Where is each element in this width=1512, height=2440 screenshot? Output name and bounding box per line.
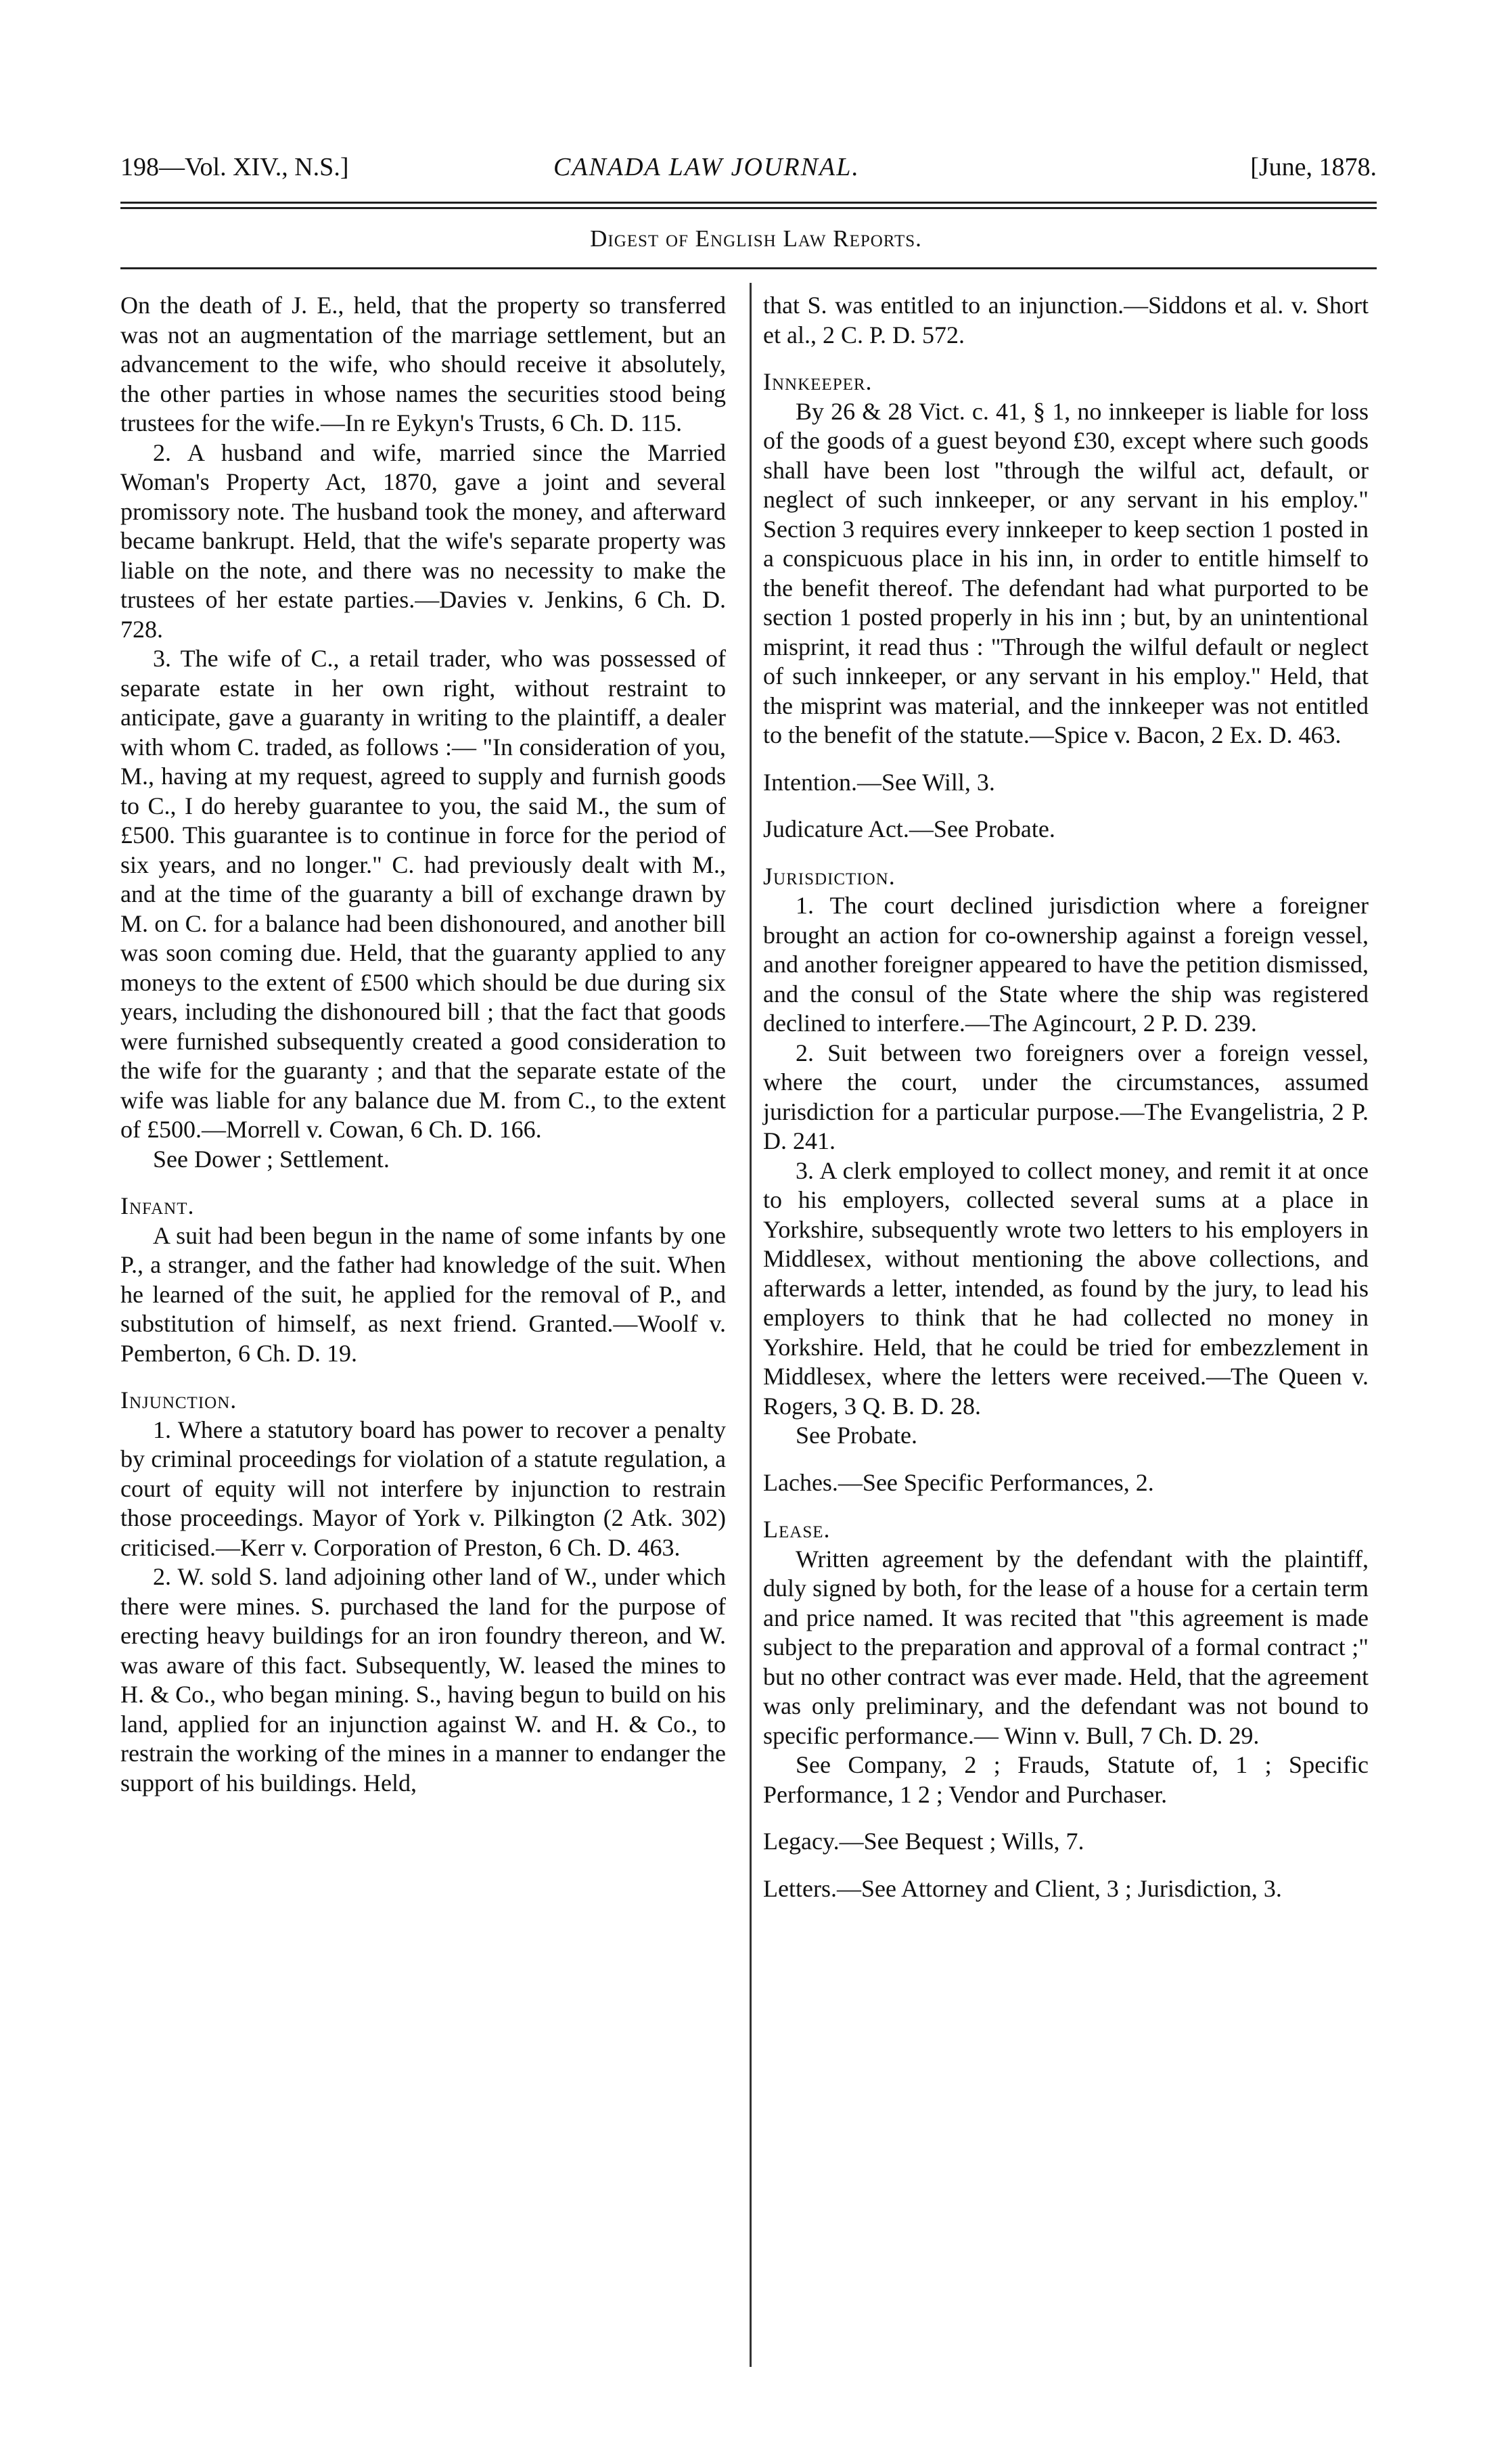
entry-heading: Infant. [120, 1192, 195, 1219]
cross-reference: Intention.—See Will, 3. [763, 768, 995, 796]
cross-reference: Legacy.—See Bequest ; Wills, 7. [763, 1828, 1084, 1855]
digest-paragraph: A suit had been begun in the name of some infants by one P., a stranger, and the father had knowledge of the suit. When he learned of the suit, he applied for the removal of P., and substitution of himself, as next friend. Granted.—Woolf v. Pemberton, 6 Ch. D. 19. [120, 1221, 726, 1367]
entry-heading: Jurisdiction. [763, 862, 896, 890]
digest-paragraph: 2. W. sold S. land adjoining other land of W., under which there were mines. S. purchased the land for the purpose of erecting heavy buildings for an iron foundry thereon, and W. was aware of this fact. Subsequently, W. leased the mines to H. & Co., who began mining. S., having begun to build on his land, applied for an injunction against W. and H. & Co., to restrain the working of the mines in a manner to endanger the support of his buildings. Held, [120, 1563, 726, 1797]
digest-paragraph: By 26 & 28 Vict. c. 41, § 1, no innkeeper is liable for loss of the goods of a guest beyond £30, except where such goods shall have been lost "through the wilful act, default, or neglect of such innkeeper, or any servant in his employ." Section 3 requires every innkeeper to keep section 1 posted in a conspicuous place in his inn, in order to entitle himself to the benefit thereof. The defendant had what purported to be section 1 posted properly in his inn ; but, by an unintentional misprint, it read thus : "Through the wilful default or neglect of such innkeeper, or any servant in his employ." Held, that the misprint was material, and the innkeeper was not entitled to the benefit of the statute.—Spice v. Bacon, 2 Ex. D. 463. [763, 397, 1369, 748]
header-rule-bottom [120, 207, 1377, 209]
digest-paragraph: Written agreement by the defendant with the plaintiff, duly signed by both, for the lease of a house for a certain term and price named. It was recited that "this agreement is made subject to the preparation and approval of a formal contract ;" but no other contract was ever made. Held, that the agreement was only preliminary, and the defendant was not bound to specific performance.— Winn v. Bull, 7 Ch. D. 29. [763, 1545, 1369, 1749]
see-also: See Probate. [796, 1422, 917, 1449]
digest-paragraph: 1. The court declined jurisdiction where a foreigner brought an action for co-ownership against a foreign vessel, and another foreigner appeared to have the petition dismissed, and the consul of the State where the ship was registered declined to interfere.—The Agincourt, 2 P. D. 239. [763, 892, 1369, 1037]
continued-paragraph: that S. was entitled to an injunction.—Siddons et al. v. Short et al., 2 C. P. D. 572. [763, 292, 1369, 348]
section-rule [120, 267, 1377, 269]
digest-paragraph: 2. A husband and wife, married since the Married Woman's Property Act, 1870, gave a joint and several promissory note. The husband took the money, and afterward became bankrupt. Held, that the wife's separate property was liable on the note, and there was no necessity to make the trustees of her estate parties.—Davies v. Jenkins, 6 Ch. D. 728. [120, 438, 726, 643]
section-title: Digest of English Law Reports. [590, 225, 922, 252]
entry-heading: Lease. [763, 1516, 831, 1543]
digest-paragraph: 3. A clerk employed to collect money, and remit it at once to his employers, collected several sums at a place in Yorkshire, subsequently wrote two letters to his employers in Middlesex, without mentioning the above collections, and afterwards a letter, intended, as found by the jury, to lead his employers to think that he had collected no money in Yorkshire. Held, that he could be tried for embezzlement in Middlesex, where the letters were received.—The Queen v. Rogers, 3 Q. B. D. 28. [763, 1156, 1369, 1420]
running-header [120, 152, 1377, 193]
cross-reference: Laches.—See Specific Performances, 2. [763, 1468, 1154, 1496]
entry-heading: Injunction. [120, 1386, 237, 1414]
see-also: See Company, 2 ; Frauds, Statute of, 1 ; Specific Performance, 1 2 ; Vendor and Purchaser. [763, 1751, 1369, 1808]
header-rule-top [120, 202, 1377, 204]
continued-paragraph: On the death of J. E., held, that the property so transferred was not an augmentation of the marriage settlement, but an advancement to the wife, who should receive it absolutely, the other parties in whose names the securities stood being trustees for the wife.—In re Eykyn's Trusts, 6 Ch. D. 115. [120, 292, 726, 436]
left-column [120, 291, 726, 1798]
right-column [763, 291, 1369, 1903]
digest-paragraph: 1. Where a statutory board has power to recover a penalty by criminal proceedings for violation of a statute regulation, a court of equity will not interfere by injunction to restrain those proceedings. Mayor of York v. Pilkington (2 Atk. 302) criticised.—Kerr v. Corporation of Preston, 6 Ch. D. 463. [120, 1416, 726, 1561]
header-date: [June, 1878. [1250, 153, 1377, 181]
column-divider [750, 283, 752, 2367]
entry-heading: Innkeeper. [763, 368, 873, 395]
digest-paragraph: 2. Suit between two foreigners over a foreign vessel, where the court, under the circumstances, assumed jurisdiction for a particular purpose.—The Evangelistria, 2 P. D. 241. [763, 1039, 1369, 1154]
see-also: See Dower ; Settlement. [153, 1145, 390, 1173]
header-journal-title: CANADA LAW JOURNAL. [553, 153, 860, 181]
cross-reference: Judicature Act.—See Probate. [763, 815, 1055, 842]
header-volume: 198—Vol. XIV., N.S.] [120, 153, 349, 181]
digest-paragraph: 3. The wife of C., a retail trader, who was possessed of separate estate in her own right, without restraint to anticipate, gave a guaranty in writing to the plaintiff, a dealer with whom C. traded, as follows :— "In consideration of you, M., having at my request, agreed to supply and furnish goods to C., I do hereby guarantee to you, the said M., the sum of £500. This guarantee is to continue in force for the period of six years, and no longer." C. had previously dealt with M., and at the time of the guaranty a bill of exchange drawn by M. on C. for a balance had been dishonoured, and another bill was soon coming due. Held, that the guaranty applied to any moneys to the extent of £500 which should be due during six years, including the dishonoured bill ; that the fact that goods were furnished subsequently created a good consideration to the wife for the guaranty ; and that the separate estate of the wife was liable for any balance due M. from C., to the extent of £500.—Morrell v. Cowan, 6 Ch. D. 166. [120, 645, 726, 1143]
cross-reference: Letters.—See Attorney and Client, 3 ; Jurisdiction, 3. [763, 1874, 1282, 1902]
